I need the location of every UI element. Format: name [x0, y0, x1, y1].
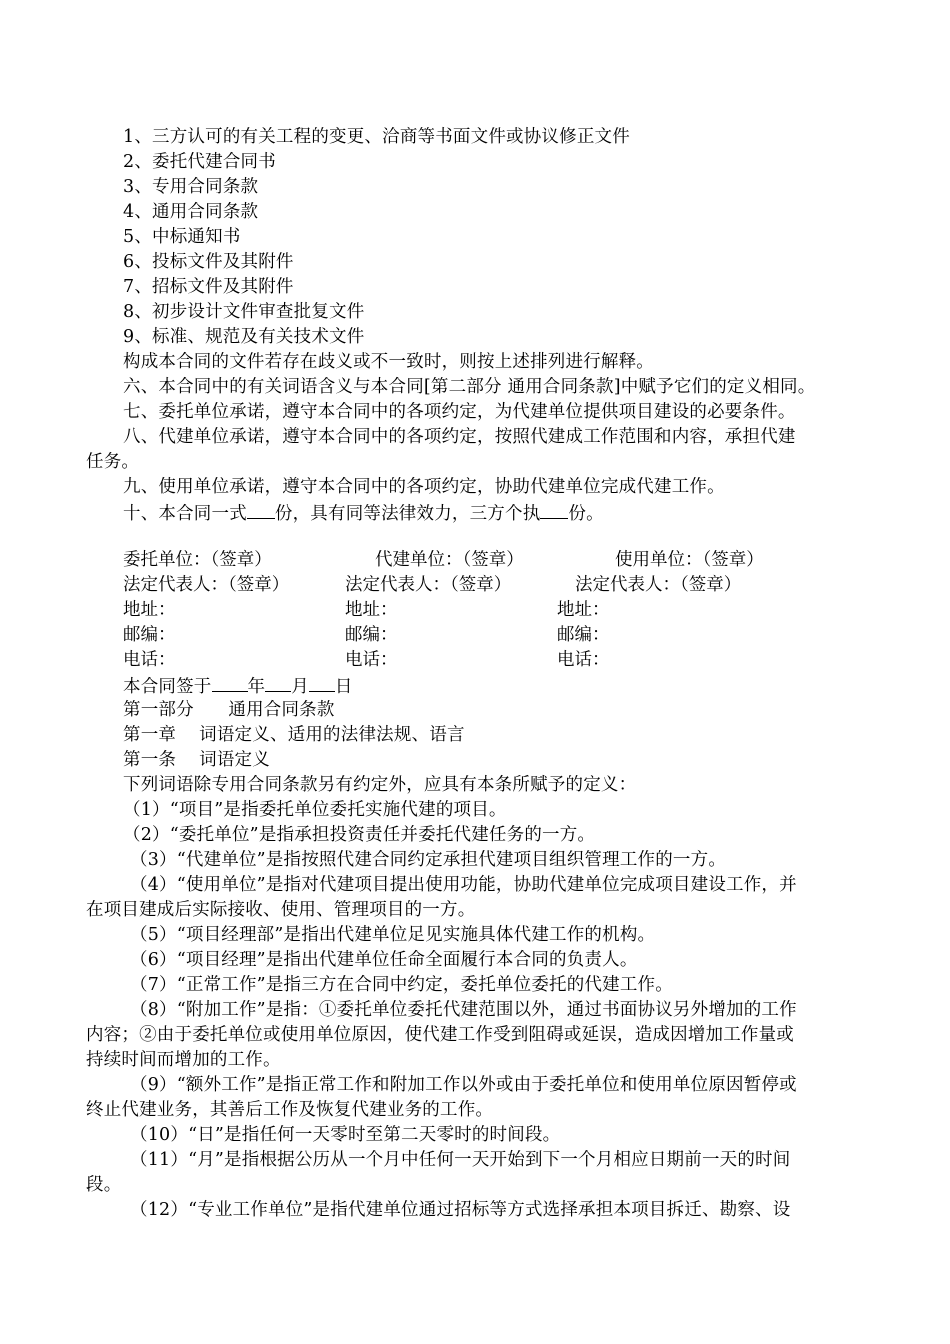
- definition-item: （5）“项目经理部”是指出代建单位足见实施具体代建工作的机构。: [130, 925, 656, 945]
- definition-item-cont: 持续时间而增加的工作。: [86, 1050, 281, 1070]
- definition-item-cont: 段。: [86, 1175, 122, 1195]
- definitions-intro: 下列词语除专用合同条款另有约定外，应具有本条所赋予的定义：: [123, 775, 637, 795]
- phone-label: 电话：: [557, 650, 610, 670]
- interpretation-clause: 构成本合同的文件若存在歧义或不一致时，则按上述排列进行解释。: [123, 352, 654, 372]
- clause-seven: 七、委托单位承诺，遵守本合同中的各项约定，为代建单位提供项目建设的必要条件。: [123, 402, 796, 422]
- definition-item-cont: 内容；②由于委托单位或使用单位原因，使代建工作受到阻碍或延误，造成因增加工作量或: [86, 1025, 794, 1045]
- list-item: 2、委托代建合同书: [123, 152, 276, 172]
- user-unit-signature: 使用单位：（签章）: [615, 550, 764, 570]
- month-blank: [265, 673, 291, 692]
- definition-item: （7）“正常工作”是指三方在合同中约定，委托单位委托的代建工作。: [130, 975, 673, 995]
- copies-blank: [247, 500, 275, 519]
- definition-item: （11）“月”是指根据公历从一个月中任何一天开始到下一个月相应日期前一天的时间: [130, 1150, 791, 1170]
- phone-label: 电话：: [345, 650, 398, 670]
- definition-item: （6）“项目经理”是指出代建单位任命全面履行本合同的负责人。: [130, 950, 638, 970]
- year-blank: [212, 673, 248, 692]
- agent-unit-signature: 代建单位：（签章）: [375, 550, 524, 570]
- postcode-label: 邮编：: [123, 625, 176, 645]
- clause-nine: 九、使用单位承诺，遵守本合同中的各项约定，协助代建单位完成代建工作。: [123, 477, 725, 497]
- legal-rep-signature: 法定代表人：（签章）: [575, 575, 742, 595]
- signed-date: 本合同签于 年 月 日: [123, 673, 903, 698]
- list-item: 8、初步设计文件审查批复文件: [123, 302, 365, 322]
- part-heading: 第一部分 通用合同条款: [123, 700, 335, 720]
- list-item: 7、招标文件及其附件: [123, 277, 294, 297]
- clause-six: 六、本合同中的有关词语含义与本合同[第二部分 通用合同条款]中赋予它们的定义相同。: [123, 377, 816, 397]
- list-item: 1、三方认可的有关工程的变更、洽商等书面文件或协议修正文件: [123, 127, 630, 147]
- definition-item-cont: 终止代建业务，其善后工作及恢复代建业务的工作。: [86, 1100, 494, 1120]
- list-item: 6、投标文件及其附件: [123, 252, 294, 272]
- day-blank: [309, 673, 335, 692]
- definition-item: （9）“额外工作”是指正常工作和附加工作以外或由于委托单位和使用单位原因暂停或: [130, 1075, 797, 1095]
- definition-item: （12）“专业工作单位”是指代建单位通过招标等方式选择承担本项目拆迁、勘察、设: [130, 1200, 791, 1220]
- definition-item: （4）“使用单位”是指对代建项目提出使用功能，协助代建单位完成项目建设工作，并: [130, 875, 797, 895]
- each-copies-blank: [540, 500, 568, 519]
- definition-item: （10）“日”是指任何一天零时至第二天零时的时间段。: [130, 1125, 561, 1145]
- definition-item: （1）“项目”是指委托单位委托实施代建的项目。: [123, 800, 507, 820]
- definition-item-cont: 在项目建成后实际接收、使用、管理项目的一方。: [86, 900, 476, 920]
- chapter-heading: 第一章 词语定义、适用的法律法规、语言: [123, 725, 465, 745]
- phone-label: 电话：: [123, 650, 176, 670]
- postcode-label: 邮编：: [345, 625, 398, 645]
- clause-eight-cont: 任务。: [86, 452, 140, 472]
- legal-rep-signature: 法定代表人：（签章）: [123, 575, 290, 595]
- postcode-label: 邮编：: [557, 625, 610, 645]
- list-item: 9、标准、规范及有关技术文件: [123, 327, 365, 347]
- article-heading: 第一条 词语定义: [123, 750, 270, 770]
- definition-item: （8）“附加工作”是指：①委托单位委托代建范围以外，通过书面协议另外增加的工作: [130, 1000, 797, 1020]
- clause-eight: 八、代建单位承诺，遵守本合同中的各项约定，按照代建成工作范围和内容，承担代建: [123, 427, 796, 447]
- list-item: 3、专用合同条款: [123, 177, 259, 197]
- list-item: 4、通用合同条款: [123, 202, 259, 222]
- address-label: 地址：: [345, 600, 398, 620]
- entrusting-unit-signature: 委托单位：（签章）: [123, 550, 272, 570]
- legal-rep-signature: 法定代表人：（签章）: [345, 575, 512, 595]
- list-item: 5、中标通知书: [123, 227, 241, 247]
- definition-item: （3）“代建单位”是指按照代建合同约定承担代建项目组织管理工作的一方。: [130, 850, 727, 870]
- definition-item: （2）“委托单位”是指承担投资责任并委托代建任务的一方。: [123, 825, 596, 845]
- address-label: 地址：: [557, 600, 610, 620]
- clause-ten: 十、本合同一式 份，具有同等法律效力，三方个执 份。: [123, 500, 903, 525]
- address-label: 地址：: [123, 600, 176, 620]
